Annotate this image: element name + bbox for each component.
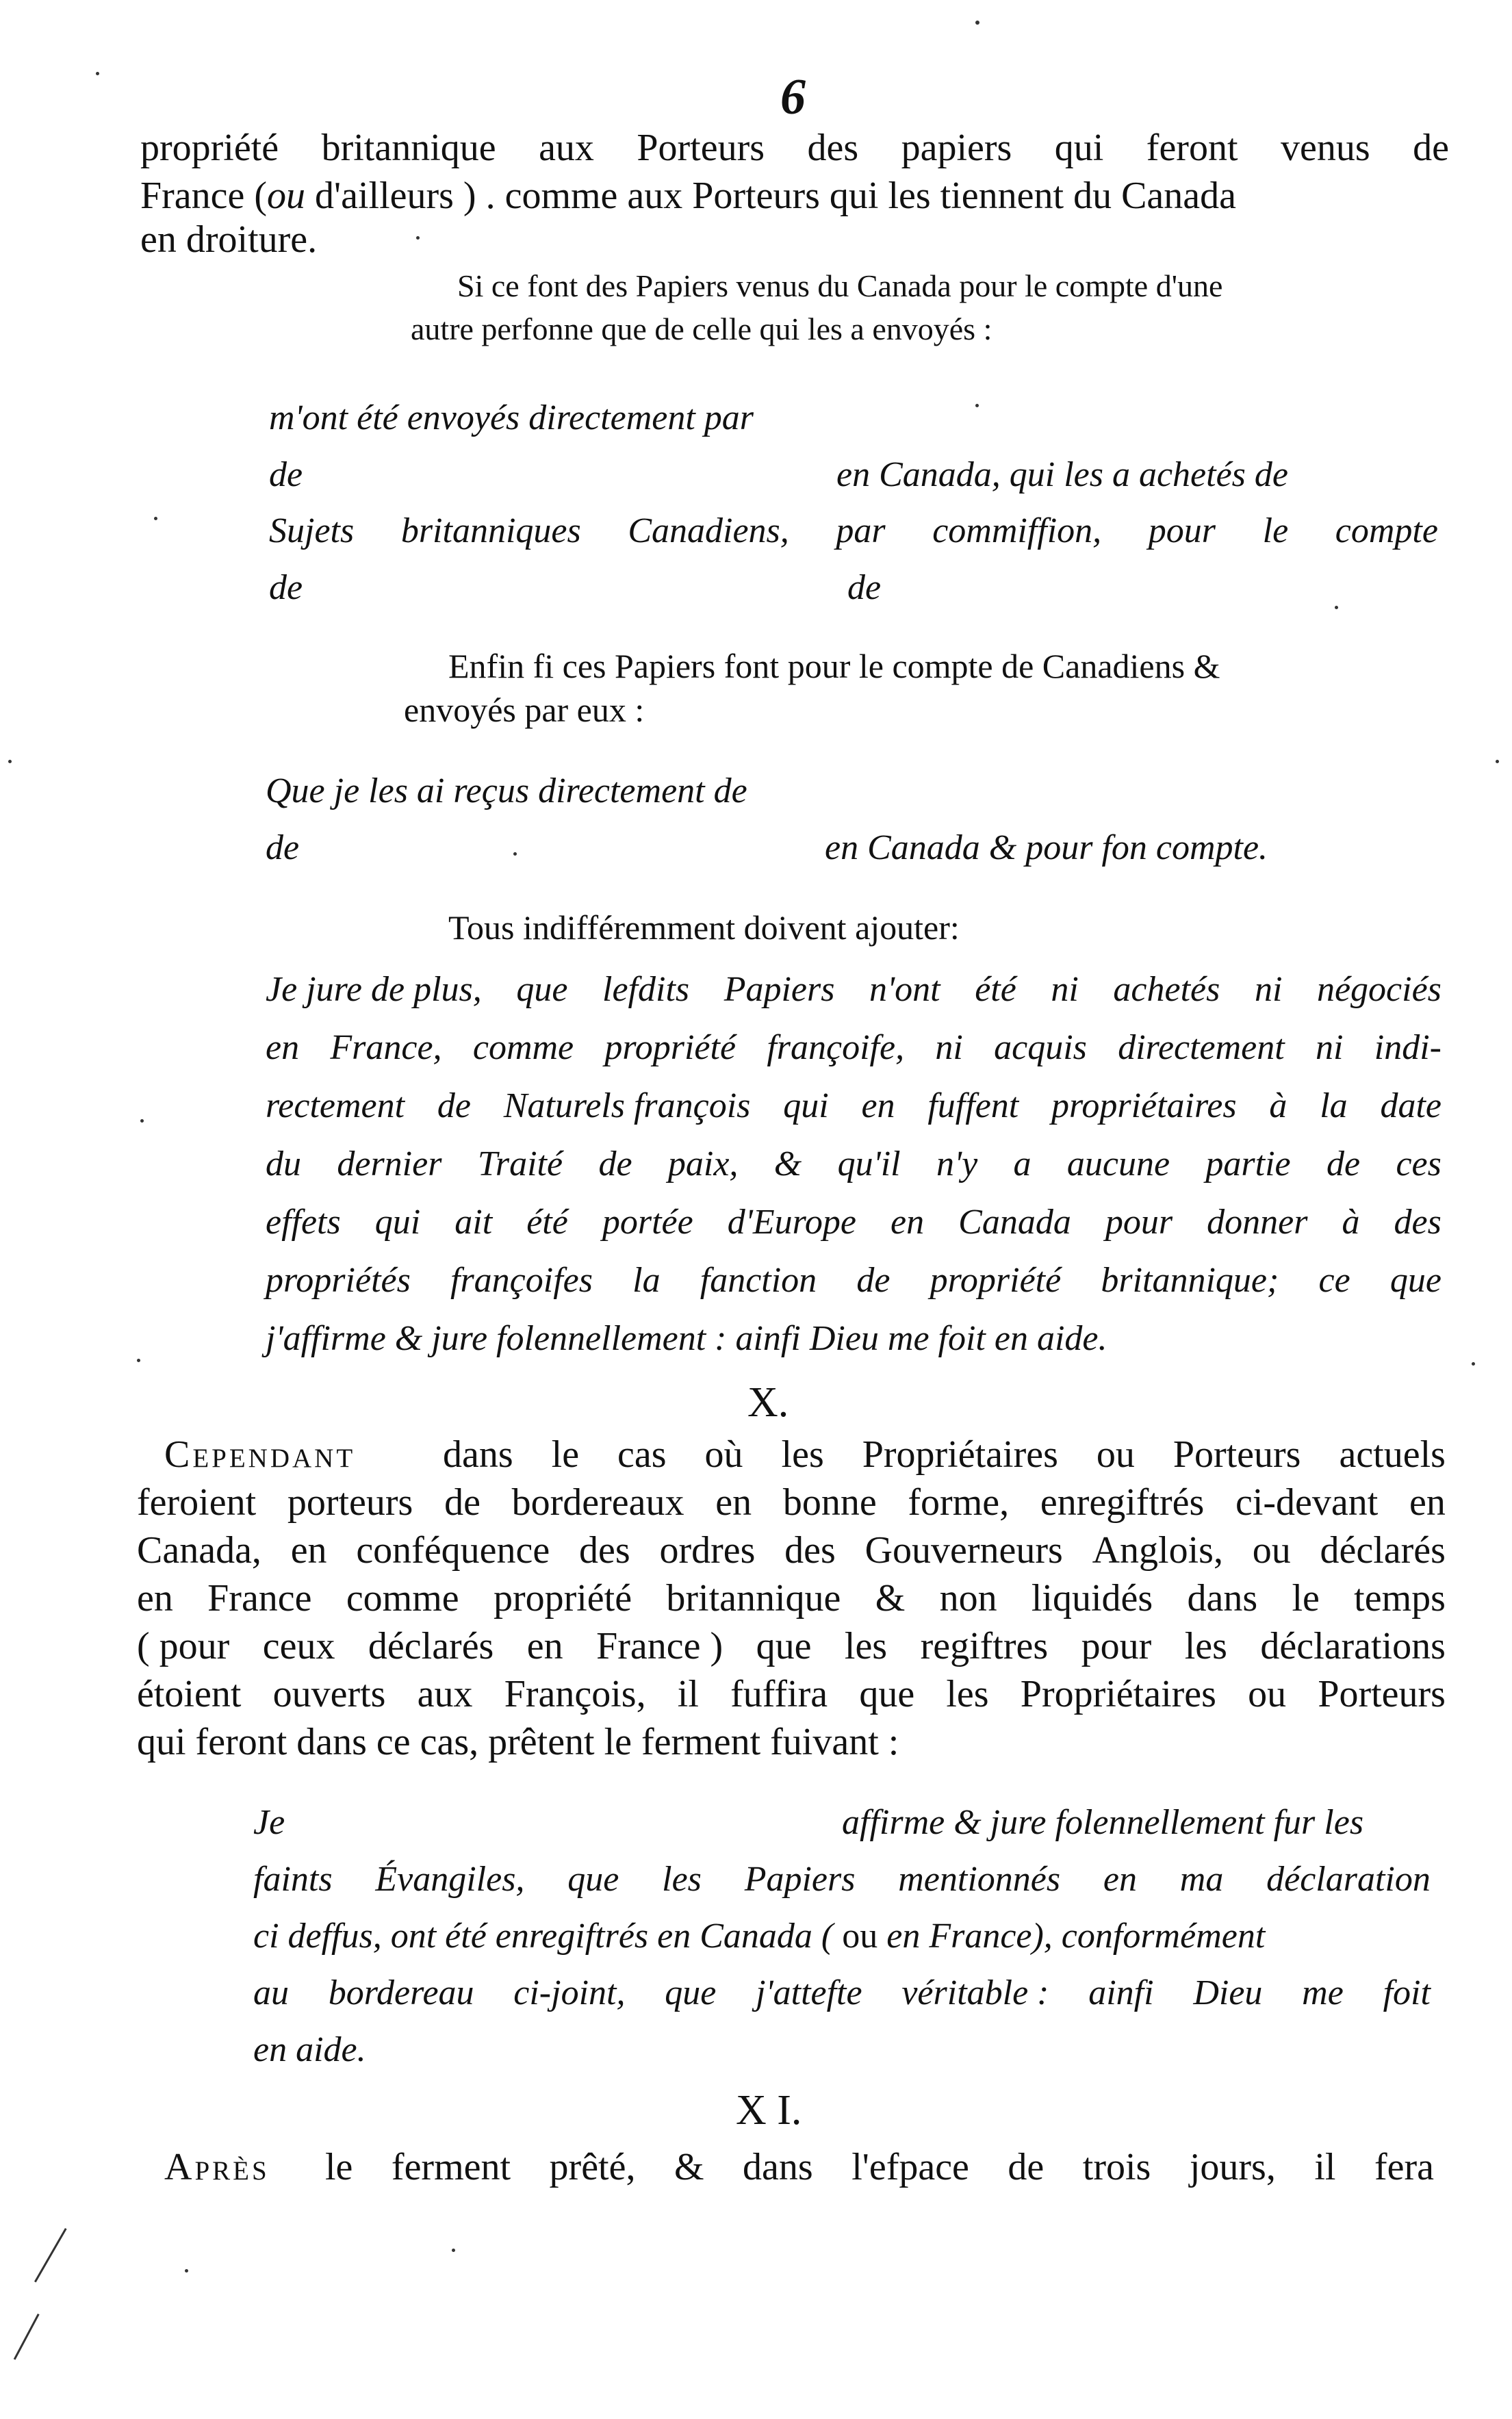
text-line-6: m'ont été envoyés directement par — [269, 398, 754, 437]
word: faints — [253, 1860, 333, 1899]
word: propriété — [604, 1028, 736, 1067]
text-line-8 — [269, 513, 1438, 549]
word: ma — [1179, 1860, 1224, 1899]
word: pour — [1105, 1203, 1173, 1242]
scan-speck — [185, 2269, 188, 2273]
word: non — [939, 1577, 997, 1620]
word: des — [579, 1529, 630, 1572]
text-line-25 — [137, 1577, 1446, 1620]
text-line-11: envoyés par eux : — [404, 691, 645, 729]
word: en — [715, 1481, 752, 1524]
page-number: 6 — [780, 69, 806, 125]
scan-scratch — [34, 2228, 67, 2282]
word: en — [290, 1529, 327, 1572]
word: au — [253, 1973, 289, 2012]
text-line-16 — [266, 1030, 1441, 1066]
text-line-21: j'affirme & jure folennellement : ainfi Dieu me foit en aide. — [266, 1319, 1107, 1358]
word: ou — [1096, 1433, 1135, 1476]
word: ait — [454, 1203, 493, 1242]
scan-speck — [8, 760, 12, 763]
word: bonne — [782, 1481, 877, 1524]
word: ni — [1051, 970, 1079, 1009]
word: britannique; — [1101, 1261, 1279, 1300]
scan-speck — [154, 517, 157, 520]
text-line-9b: de — [847, 568, 882, 607]
word: britanniques — [400, 511, 581, 550]
word: en — [1103, 1860, 1137, 1899]
word: ainfi — [1088, 1973, 1154, 2012]
word: comme — [472, 1028, 574, 1067]
word: jours, — [1189, 2146, 1276, 2188]
word: dans — [1187, 1577, 1258, 1620]
word: aux — [539, 127, 594, 169]
scan-speck — [452, 2249, 455, 2252]
word: cas — [617, 1433, 667, 1476]
word: propriété — [140, 127, 279, 169]
text-line-32 — [253, 1975, 1431, 2011]
word: & — [773, 1144, 802, 1183]
word: de — [856, 1261, 890, 1300]
text-segment: ou — [842, 1917, 878, 1956]
word: Porteurs — [1173, 1433, 1301, 1476]
text-line-24 — [137, 1531, 1446, 1570]
word: n'ont — [869, 970, 940, 1009]
word: dernier — [337, 1144, 442, 1183]
text-line-31 — [253, 1919, 1265, 1954]
word: le — [1262, 511, 1289, 550]
text-line-7b: en Canada, qui les a achetés de — [836, 455, 1288, 494]
word: feroient — [137, 1481, 257, 1524]
text-line-27 — [137, 1675, 1446, 1713]
word: portée — [602, 1203, 693, 1242]
word: Dieu — [1193, 1973, 1263, 2012]
word: ni — [935, 1028, 963, 1067]
word: des — [807, 127, 859, 169]
word: qui — [783, 1086, 829, 1125]
word: temps — [1354, 1577, 1446, 1620]
text-line-34 — [164, 2148, 1434, 2186]
word: ni — [1254, 970, 1283, 1009]
word: Je jure de plus, — [266, 970, 482, 1009]
text-line-22 — [164, 1435, 1446, 1474]
word: fera — [1374, 2146, 1434, 2188]
text-segment: d'ailleurs ) . comme aux Porteurs qui les tiennent du Canada — [305, 175, 1236, 217]
word: aux — [417, 1673, 473, 1715]
word: la — [1320, 1086, 1348, 1125]
word: bordereaux — [511, 1481, 684, 1524]
word: mentionnés — [898, 1860, 1061, 1899]
word: ci-devant — [1235, 1481, 1379, 1524]
scan-speck — [975, 404, 979, 407]
word: Porteurs — [637, 127, 765, 169]
scan-speck — [96, 72, 99, 75]
text-line-22-rest — [443, 1435, 1446, 1474]
word: véritable : — [901, 1973, 1049, 2012]
word: été — [975, 970, 1016, 1009]
word: Porteurs — [1318, 1673, 1446, 1715]
word: & — [674, 2146, 704, 2188]
text-line-29a: Je — [253, 1803, 285, 1842]
text-line-13a: de — [266, 828, 300, 867]
word: que — [859, 1673, 915, 1715]
word: qui — [374, 1203, 421, 1242]
text-line-13b: en Canada & pour fon compte. — [825, 828, 1268, 867]
section-heading-x: X. — [747, 1379, 789, 1426]
word: indi- — [1374, 1028, 1441, 1067]
text-line-14: Tous indifféremment doivent ajouter: — [448, 908, 960, 947]
word: étoient — [137, 1673, 242, 1715]
word: que — [665, 1973, 717, 2012]
word: de — [598, 1144, 632, 1183]
text-line-30 — [253, 1862, 1431, 1897]
text-line-33: en aide. — [253, 2030, 366, 2069]
word: liquidés — [1031, 1577, 1153, 1620]
word: déclarés — [368, 1625, 494, 1667]
text-segment: France ( — [140, 175, 268, 217]
word: prêté, — [549, 2146, 636, 2188]
word: Papiers — [744, 1860, 856, 1899]
word: foit — [1383, 1973, 1431, 2012]
word: Sujets — [269, 511, 355, 550]
word: commiffion, — [932, 511, 1102, 550]
word: britannique — [666, 1577, 841, 1620]
text-line-12: Que je les ai reçus directement de — [266, 771, 747, 810]
word: du — [266, 1144, 301, 1183]
text-segment-italic: en France), conformément — [886, 1917, 1266, 1956]
text-line-7a: de — [269, 455, 303, 494]
word: l'efpace — [851, 2146, 969, 2188]
word: ces — [1396, 1144, 1441, 1183]
small-caps-opening-word: Après — [164, 2146, 270, 2188]
word: à — [1269, 1086, 1287, 1125]
word: en — [1409, 1481, 1446, 1524]
word: françoifes — [450, 1261, 593, 1300]
word: donner — [1207, 1203, 1308, 1242]
word: Canada, — [137, 1529, 261, 1572]
word: que — [516, 970, 568, 1009]
word: n'y — [936, 1144, 978, 1183]
word: par — [836, 511, 886, 550]
word: j'attefte — [756, 1973, 862, 2012]
word: ou — [1248, 1673, 1287, 1715]
word: que — [567, 1860, 619, 1899]
word: des — [784, 1529, 836, 1572]
word: en — [890, 1203, 925, 1242]
word: France ) — [596, 1625, 723, 1667]
word: les — [1184, 1625, 1227, 1667]
word: ferment — [391, 2146, 511, 2188]
word: venus — [1280, 127, 1370, 169]
word: compte — [1335, 511, 1438, 550]
word: rectement — [266, 1086, 405, 1125]
word: les — [662, 1860, 702, 1899]
word: le — [1292, 1577, 1320, 1620]
text-line-9a: de — [269, 568, 303, 607]
word: dans — [443, 1433, 513, 1476]
word: achetés — [1113, 970, 1220, 1009]
word: les — [781, 1433, 824, 1476]
text-line-5: autre perfonne que de celle qui les a envoyés : — [411, 311, 992, 346]
word: Naturels françois — [503, 1086, 751, 1125]
text-line-19 — [266, 1205, 1441, 1240]
small-caps-opening-word: Cependant — [164, 1433, 356, 1476]
word: ( pour — [137, 1625, 230, 1667]
word: enregiftrés — [1040, 1481, 1205, 1524]
text-line-3: en droiture. — [140, 218, 318, 261]
word: fuffira — [730, 1673, 828, 1715]
word: François, — [504, 1673, 646, 1715]
word: en — [526, 1625, 563, 1667]
word: a — [1013, 1144, 1032, 1183]
word: feront — [1146, 127, 1238, 169]
word: propriétaires — [1051, 1086, 1237, 1125]
word: Papiers — [723, 970, 835, 1009]
scan-speck — [137, 1359, 140, 1362]
word: porteurs — [287, 1481, 413, 1524]
word: en — [861, 1086, 895, 1125]
word: ni — [1316, 1028, 1344, 1067]
text-line-18 — [266, 1144, 1441, 1183]
word: propriété — [493, 1577, 632, 1620]
word: le — [551, 1433, 580, 1476]
text-line-29b: affirme & jure folennellement fur les — [842, 1803, 1364, 1842]
text-line-23 — [137, 1483, 1446, 1522]
text-segment-italic: ci deffus, ont été enregiftrés en Canada ( — [253, 1917, 834, 1956]
word: lefdits — [602, 970, 690, 1009]
word: paix, — [667, 1144, 739, 1183]
word: ceux — [262, 1625, 335, 1667]
text-line-1 — [140, 129, 1449, 167]
text-line-2 — [140, 177, 1236, 215]
word: de — [437, 1086, 471, 1125]
word: acquis — [994, 1028, 1087, 1067]
scan-speck — [513, 852, 517, 856]
text-line-26 — [137, 1627, 1446, 1665]
word: d'Europe — [727, 1203, 856, 1242]
word: regiftres — [920, 1625, 1049, 1667]
text-line-34-rest — [325, 2148, 1434, 2186]
word: France, — [330, 1028, 442, 1067]
word: papiers — [901, 127, 1012, 169]
word: fuffent — [927, 1086, 1019, 1125]
word: bordereau — [328, 1973, 474, 2012]
section-heading-xi: X I. — [736, 2087, 802, 2134]
text-line-15 — [266, 972, 1441, 1008]
text-line-10: Enfin fi ces Papiers font pour le compte de Canadiens & — [448, 647, 1220, 685]
word: forme, — [908, 1481, 1010, 1524]
word: France — [207, 1577, 312, 1620]
word: effets — [266, 1203, 341, 1242]
word: les — [946, 1673, 989, 1715]
text-line-17 — [266, 1088, 1441, 1124]
word: françoife, — [767, 1028, 905, 1067]
word: propriétés — [266, 1261, 411, 1300]
word: il — [1314, 2146, 1336, 2188]
word: à — [1342, 1203, 1360, 1242]
word: de — [1413, 127, 1449, 169]
scan-scratch — [14, 2314, 40, 2360]
word: partie — [1205, 1144, 1291, 1183]
word: le — [325, 2146, 353, 2188]
word: Évangiles, — [375, 1860, 525, 1899]
word: directement — [1118, 1028, 1285, 1067]
word: de — [444, 1481, 480, 1524]
word: en — [137, 1577, 173, 1620]
word: de — [1327, 1144, 1361, 1183]
word: ou — [1252, 1529, 1291, 1572]
word: Anglois, — [1092, 1529, 1223, 1572]
word: ouverts — [272, 1673, 386, 1715]
word: fanction — [700, 1261, 817, 1300]
word: conféquence — [356, 1529, 550, 1572]
scan-speck — [975, 21, 979, 25]
word: la — [632, 1261, 661, 1300]
text-line-28: qui feront dans ce cas, prêtent le ferment fuivant : — [137, 1721, 899, 1763]
text-line-4: Si ce font des Papiers venus du Canada pour le compte d'une — [457, 268, 1223, 303]
word: où — [704, 1433, 743, 1476]
word: qui — [1054, 127, 1104, 169]
word: déclaration — [1266, 1860, 1431, 1899]
word: été — [526, 1203, 568, 1242]
word: en — [266, 1028, 300, 1067]
word: déclarés — [1320, 1529, 1446, 1572]
word: ci-joint, — [513, 1973, 626, 2012]
word: Gouverneurs — [864, 1529, 1063, 1572]
word: des — [1394, 1203, 1441, 1242]
word: me — [1302, 1973, 1344, 2012]
word: comme — [346, 1577, 459, 1620]
text-line-20 — [266, 1263, 1441, 1298]
word: négociés — [1316, 970, 1441, 1009]
word: Canadiens, — [628, 511, 789, 550]
scan-speck — [140, 1119, 144, 1123]
word: de — [1008, 2146, 1045, 2188]
word: il — [677, 1673, 699, 1715]
word: pour — [1081, 1625, 1152, 1667]
word: pour — [1148, 511, 1216, 550]
word: que — [1389, 1261, 1441, 1300]
scan-speck — [1472, 1362, 1475, 1366]
word: actuels — [1339, 1433, 1446, 1476]
word: Propriétaires — [1020, 1673, 1216, 1715]
word: déclarations — [1260, 1625, 1446, 1667]
text-segment-italic: ou — [267, 175, 306, 217]
word: & — [875, 1577, 906, 1620]
word: ordres — [659, 1529, 756, 1572]
word: aucune — [1066, 1144, 1170, 1183]
word: dans — [743, 2146, 813, 2188]
word: que — [756, 1625, 812, 1667]
word: britannique — [321, 127, 496, 169]
word: propriété — [930, 1261, 1062, 1300]
word: Propriétaires — [862, 1433, 1058, 1476]
word: date — [1380, 1086, 1441, 1125]
scan-speck — [1496, 760, 1499, 763]
word: ce — [1318, 1261, 1350, 1300]
word: Canada — [958, 1203, 1071, 1242]
scan-speck — [1335, 606, 1338, 609]
word: trois — [1082, 2146, 1151, 2188]
word: qu'il — [837, 1144, 901, 1183]
word: les — [844, 1625, 888, 1667]
word: Traité — [477, 1144, 563, 1183]
scan-speck — [416, 236, 420, 240]
